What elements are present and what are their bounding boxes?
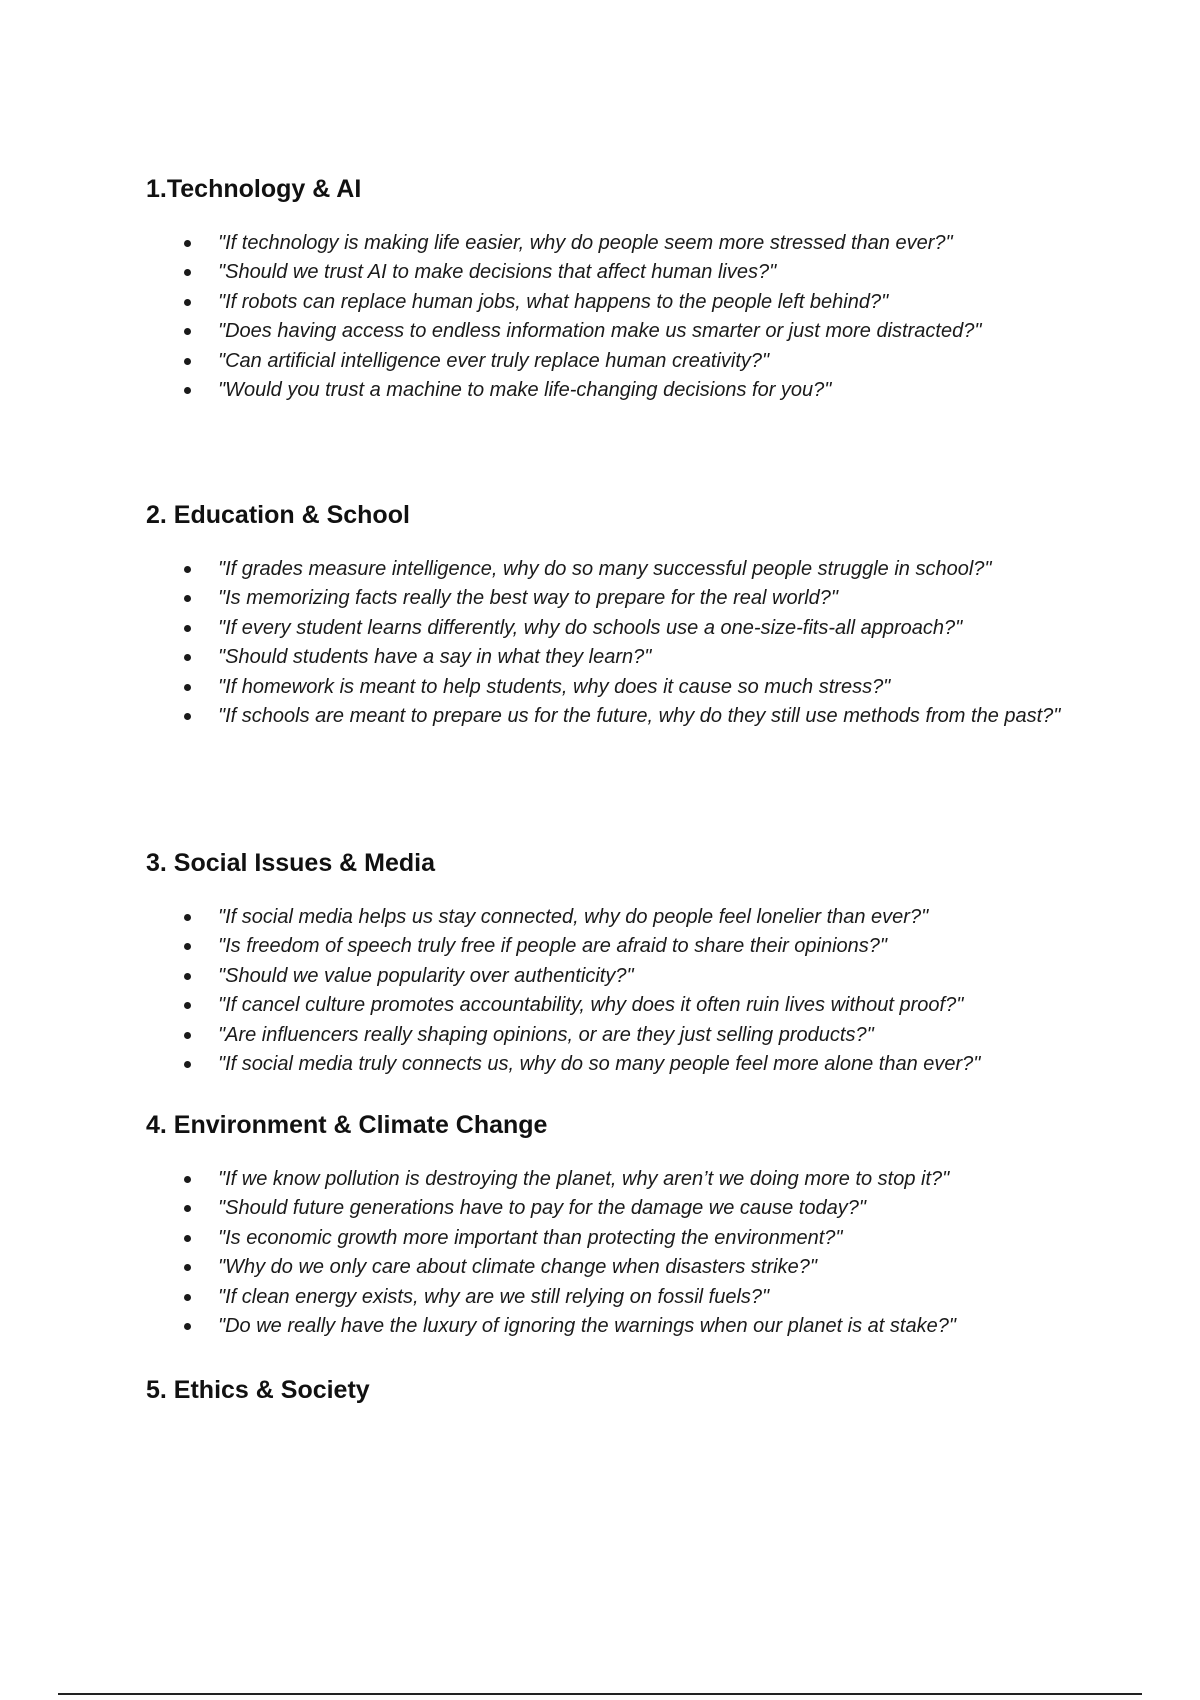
section-education-school (146, 500, 1106, 731)
list-item (146, 584, 1106, 613)
bullet-icon (184, 654, 191, 661)
bullet-icon (184, 1061, 191, 1068)
section-social-issues-media (146, 848, 1106, 1079)
section-heading: 2. Education & School (146, 501, 410, 529)
list-item (146, 229, 1106, 258)
list-item (146, 962, 1106, 991)
section-technology-ai (146, 174, 1106, 405)
list-item (146, 376, 1106, 405)
question-list (146, 1165, 1106, 1341)
list-item (146, 702, 1106, 731)
bullet-icon (184, 1294, 191, 1301)
bullet-icon (184, 240, 191, 247)
list-item (146, 673, 1106, 702)
list-item (146, 932, 1106, 961)
list-item (146, 1312, 1106, 1341)
bullet-icon (184, 1032, 191, 1039)
list-item (146, 347, 1106, 376)
bullet-icon (184, 625, 191, 632)
list-item (146, 1050, 1106, 1079)
bullet-icon (184, 299, 191, 306)
list-item (146, 1194, 1106, 1223)
bullet-icon (184, 358, 191, 365)
bullet-icon (184, 328, 191, 335)
list-item (146, 288, 1106, 317)
section-environment-climate (146, 1110, 1106, 1341)
footer-divider (58, 1693, 1142, 1695)
section-heading: 1.Technology & AI (146, 175, 362, 203)
question-text: "If we know pollution is destroying the planet, why aren’t we doing more to stop it?" (218, 1168, 950, 1190)
bullet-icon (184, 595, 191, 602)
list-item (146, 317, 1106, 346)
question-text: "If technology is making life easier, why do people seem more stressed than ever?" (218, 232, 953, 254)
question-text: "If cancel culture promotes accountability, why does it often ruin lives without proof?" (218, 994, 964, 1017)
question-text: "Do we really have the luxury of ignoring the warnings when our planet is at stake?" (218, 1315, 956, 1338)
question-text: "Should students have a say in what they learn?" (218, 646, 652, 669)
question-text: "Is freedom of speech truly free if people are afraid to share their opinions?" (218, 935, 888, 958)
section-heading: 3. Social Issues & Media (146, 849, 436, 877)
list-item (146, 1224, 1106, 1253)
question-text: "If schools are meant to prepare us for the future, why do they still use methods from the past?" (218, 705, 1061, 728)
bullet-icon (184, 1264, 191, 1271)
bullet-icon (184, 1205, 191, 1212)
list-item (146, 1165, 1106, 1194)
bullet-icon (184, 943, 191, 950)
question-text: "If homework is meant to help students, why does it cause so much stress?" (218, 675, 891, 698)
question-text: "Should we trust AI to make decisions that affect human lives?" (218, 261, 777, 284)
list-item (146, 614, 1106, 643)
question-text: "Can artificial intelligence ever truly replace human creativity?" (218, 349, 770, 372)
question-text: "If social media helps us stay connected, why do people feel lonelier than ever?" (218, 906, 929, 928)
bullet-icon (184, 566, 191, 573)
bullet-icon (184, 269, 191, 276)
section-heading: 4. Environment & Climate Change (146, 1111, 548, 1139)
section-heading: 5. Ethics & Society (146, 1376, 370, 1404)
question-text: "Should future generations have to pay for the damage we cause today?" (218, 1197, 866, 1220)
question-list (146, 555, 1106, 731)
bullet-icon (184, 684, 191, 691)
list-item (146, 991, 1106, 1020)
bullet-icon (184, 914, 191, 921)
question-text: "Why do we only care about climate change when disasters strike?" (218, 1256, 817, 1279)
question-text: "Are influencers really shaping opinions, or are they just selling products?" (218, 1023, 874, 1046)
list-item (146, 555, 1106, 584)
list-item (146, 1253, 1106, 1282)
bullet-icon (184, 713, 191, 720)
question-text: "If clean energy exists, why are we still relying on fossil fuels?" (218, 1285, 770, 1308)
list-item (146, 903, 1106, 932)
question-text: "Should we value popularity over authenticity?" (218, 964, 634, 987)
bullet-icon (184, 1176, 191, 1183)
question-text: "If every student learns differently, why do schools use a one-size-fits-all approach?" (218, 616, 963, 639)
question-text: "If grades measure intelligence, why do so many successful people struggle in school?" (218, 558, 992, 580)
question-text: "Is economic growth more important than protecting the environment?" (218, 1226, 843, 1249)
bullet-icon (184, 387, 191, 394)
bullet-icon (184, 1235, 191, 1242)
list-item (146, 258, 1106, 287)
question-list (146, 903, 1106, 1079)
bullet-icon (184, 973, 191, 980)
list-item (146, 643, 1106, 672)
bullet-icon (184, 1323, 191, 1330)
section-ethics-society (146, 1375, 1106, 1405)
question-list (146, 229, 1106, 405)
question-text: "Would you trust a machine to make life-changing decisions for you?" (218, 379, 832, 402)
question-text: "Is memorizing facts really the best way to prepare for the real world?" (218, 587, 839, 610)
question-text: "If social media truly connects us, why do so many people feel more alone than ever?" (218, 1053, 981, 1076)
question-text: "If robots can replace human jobs, what happens to the people left behind?" (218, 290, 889, 313)
question-text: "Does having access to endless information make us smarter or just more distracted?" (218, 320, 982, 343)
bullet-icon (184, 1002, 191, 1009)
list-item (146, 1021, 1106, 1050)
list-item (146, 1283, 1106, 1312)
